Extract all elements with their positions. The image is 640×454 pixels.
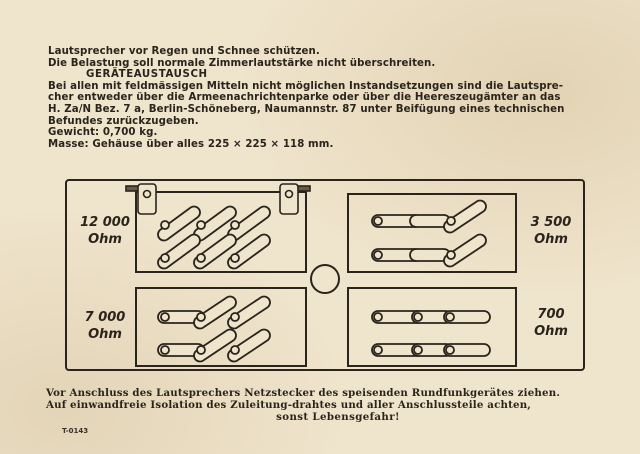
impedance-label-3500 — [524, 214, 578, 248]
safety-warning — [46, 388, 616, 423]
impedance-unit: Ohm — [534, 232, 568, 247]
instruction-line-7: Befundes zurückzugeben. — [48, 115, 199, 127]
instruction-line-1: Lautsprecher vor Regen und Schnee schützen. — [48, 46, 320, 57]
impedance-value: 12 000 — [80, 215, 130, 230]
impedance-unit: Ohm — [88, 327, 122, 342]
impedance-label-7000 — [76, 309, 134, 343]
instruction-line-6: H. Za/N Bez. 7 a, Berlin-Schöneberg, Naumannstr. 87 unter Beifügung eines technischen — [48, 103, 565, 115]
impedance-label-700 — [524, 306, 578, 340]
impedance-value: 7 000 — [84, 310, 126, 325]
impedance-value: 700 — [537, 307, 565, 322]
instruction-line-5: cher entweder über die Armeenachrichtenparke oder über die Heereszeugämter an das — [48, 92, 561, 104]
warning-line-2: Auf einwandfreie Isolation des Zuleitung-drahtes und aller Anschlussteile achten, — [46, 398, 532, 411]
links-bottom-right — [372, 311, 490, 356]
warning-line-3: sonst Lebensgefahr! — [276, 410, 400, 423]
warning-line-1: Vor Anschluss des Lautsprechers Netzstecker des speisenden Rundfunkgerätes ziehen. — [46, 387, 561, 399]
impedance-label-12000 — [76, 214, 134, 248]
impedance-unit: Ohm — [88, 232, 122, 247]
mounting-clips — [126, 184, 310, 214]
instruction-line-4: Bei allen mit feldmässigen Mitteln nicht möglichen Instandsetzungen sind die Lautspre- — [48, 80, 564, 92]
document-code: T-0143 — [62, 427, 89, 435]
section-heading: GERÄTEAUSTAUSCH — [86, 69, 208, 81]
dimensions-line: Masse: Gehäuse über alles 225 × 225 × 118 mm. — [48, 138, 334, 150]
weight-line: Gewicht: 0,700 kg. — [48, 127, 158, 139]
impedance-unit: Ohm — [534, 324, 568, 339]
instruction-line-2: Die Belastung soll normale Zimmerlautstärke nicht überschreiten. — [48, 57, 436, 69]
impedance-value: 3 500 — [530, 215, 572, 230]
links-top-left — [158, 206, 270, 268]
center-hole — [311, 265, 339, 293]
links-top-right — [372, 200, 486, 266]
links-bottom-left — [158, 296, 270, 361]
